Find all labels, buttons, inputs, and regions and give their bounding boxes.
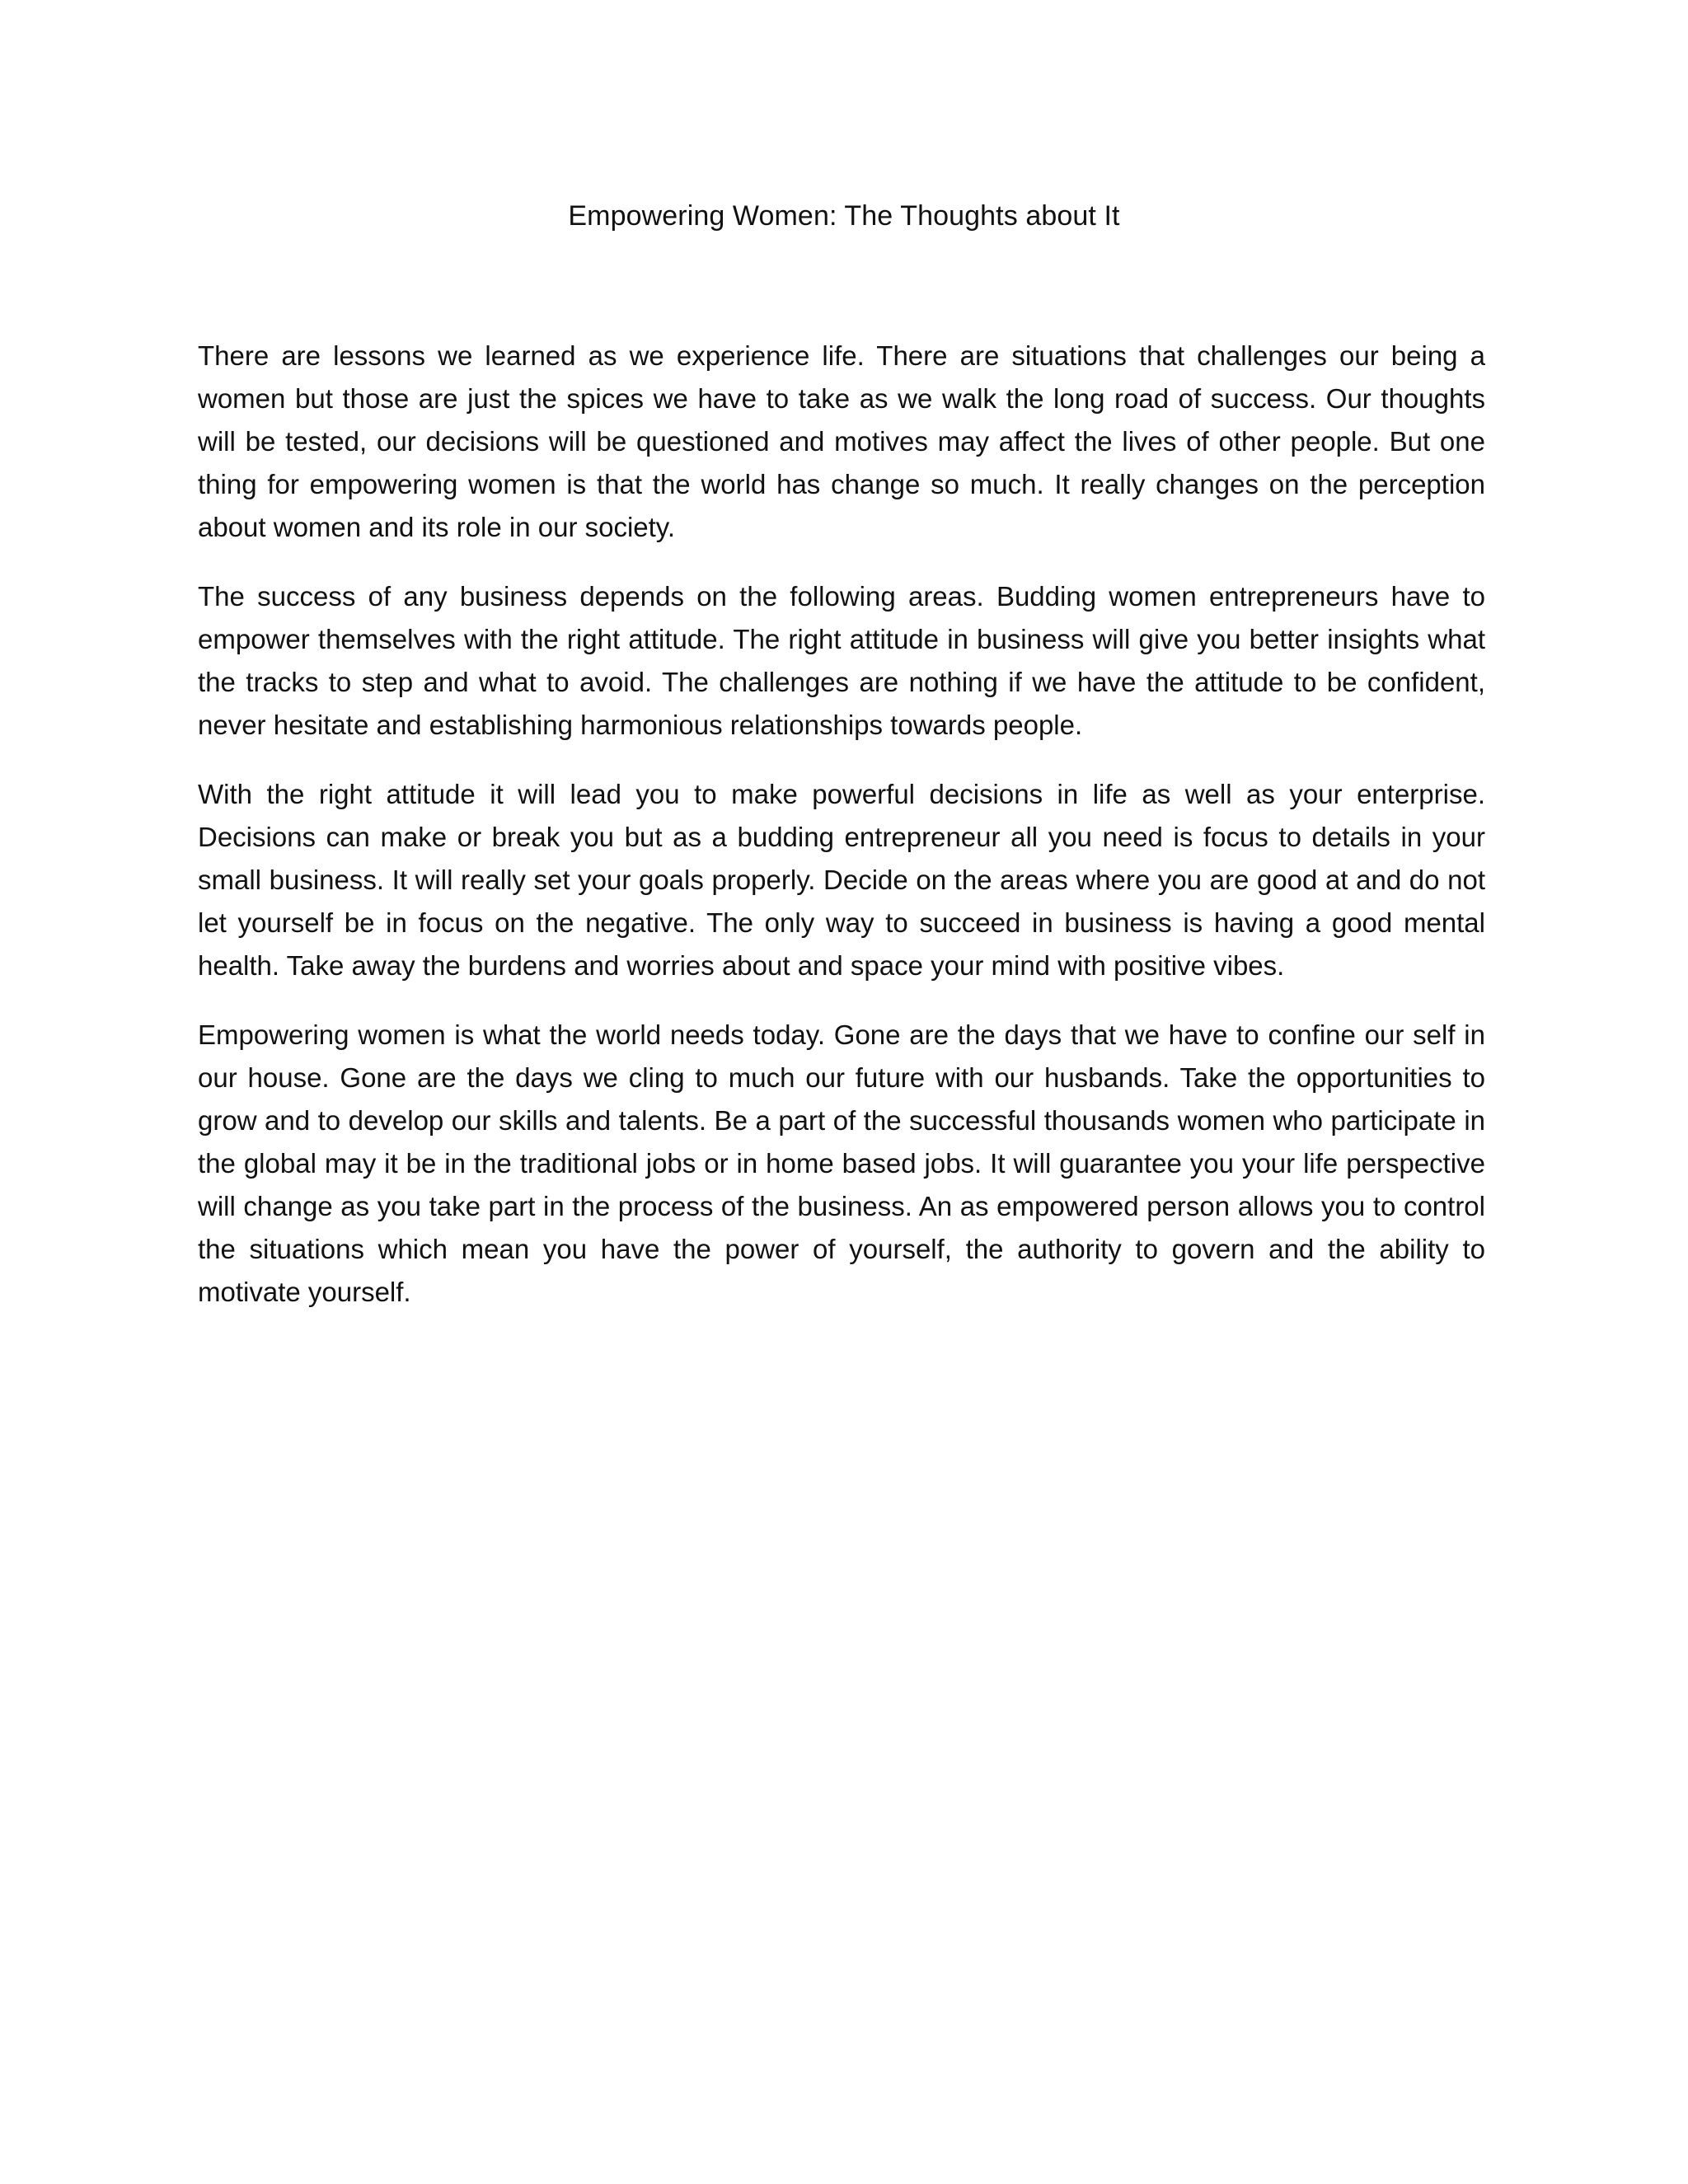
paragraph-3: With the right attitude it will lead you to make powerful decisions in life as well as your enterprise. Decisions can make or break you but as a budding entrepreneur all you need is focus to details in your small business. It will really set your goals properly. Decide on the areas where you are good at and do not let yourself be in focus on the negative. The only way to succeed in business is having a good mental health. Take away the burdens and worries about and space your mind with positive vibes. [198, 779, 1485, 981]
document-title: Empowering Women: The Thoughts about It [568, 200, 1120, 232]
document-body [198, 335, 1485, 1340]
paragraph-2: The success of any business depends on the following areas. Budding women entrepreneurs have to empower themselves with the right attitude. The right attitude in business will give you better insights what the tracks to step and what to avoid. The challenges are nothing if we have the attitude to be confident, never hesitate and establishing harmonious relationships towards people. [198, 581, 1485, 740]
paragraph-1: There are lessons we learned as we experience life. There are situations that challenges our being a women but those are just the spices we have to take as we walk the long road of success. Our thoughts will be tested, our decisions will be questioned and motives may affect the lives of other people. But one thing for empowering women is that the world has change so much. It really changes on the perception about women and its role in our society. [198, 340, 1485, 542]
paragraph-4: Empowering women is what the world needs today. Gone are the days that we have to confine our self in our house. Gone are the days we cling to much our future with our husbands. Take the opportunities to grow and to develop our skills and talents. Be a part of the successful thousands women who participate in the global may it be in the traditional jobs or in home based jobs. It will guarantee you your life perspective will change as you take part in the process of the business. An as empowered person allows you to control the situations which mean you have the power of yourself, the authority to govern and the ability to motivate yourself. [198, 1019, 1485, 1307]
